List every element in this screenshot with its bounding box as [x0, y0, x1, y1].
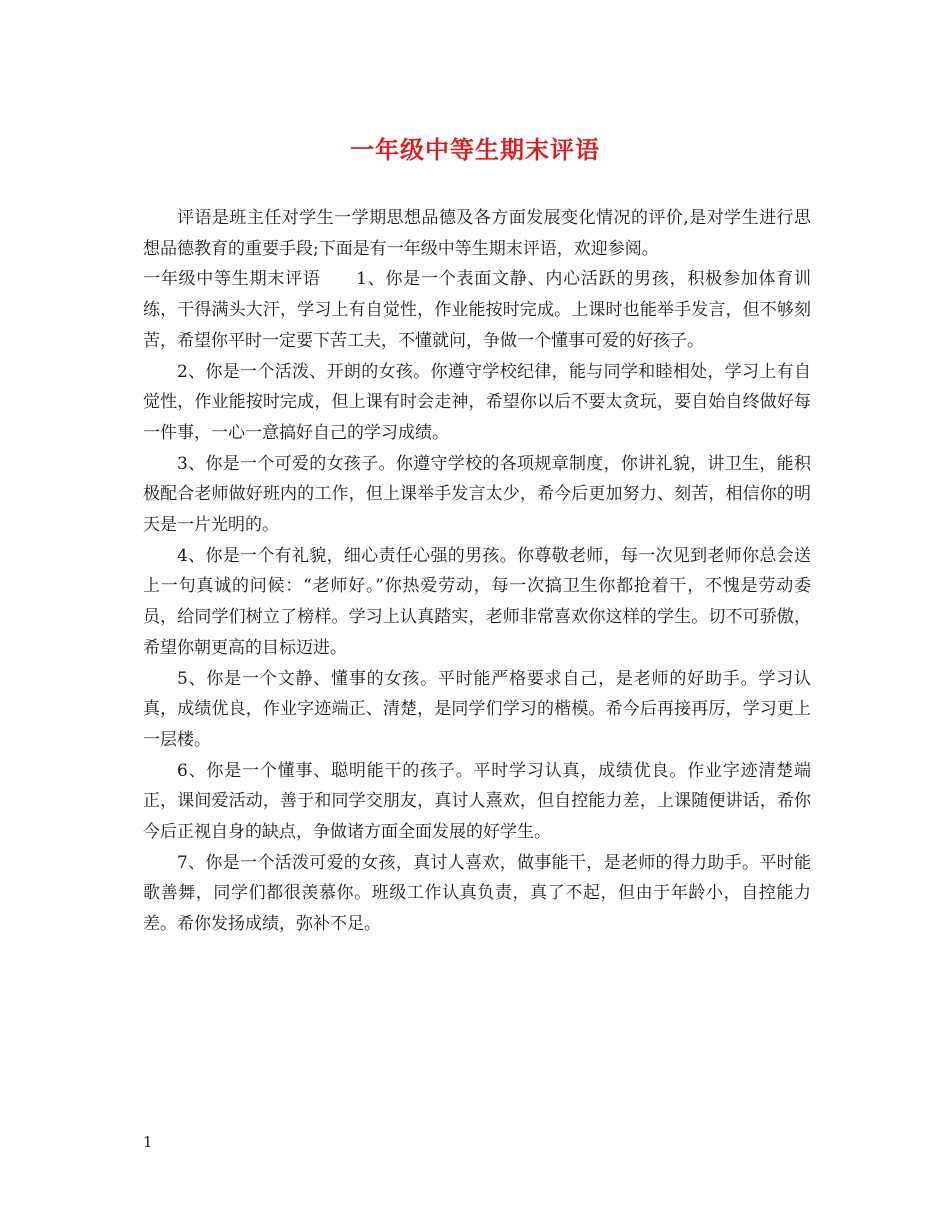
document-body — [143, 203, 811, 940]
comment-paragraph-4: 4、你是一个有礼貌，细心责任心强的男孩。你尊敬老师，每一次见到老师你总会送上一句真诚的问候：“老师好。”你热爱劳动，每一次搞卫生你都抢着干，不愧是劳动委员，给同学们树立了榜样。学习上认真踏实，老师非常喜欢你这样的学生。切不可骄傲，希望你朝更高的目标迈进。 — [143, 545, 811, 658]
comment-paragraph-5: 5、你是一个文静、懂事的女孩。平时能严格要求自己，是老师的好助手。学习认真，成绩优良，作业字迹端正、清楚，是同学们学习的楷模。希今后再接再厉，学习更上一层楼。 — [143, 668, 811, 750]
comment-paragraph-2: 2、你是一个活泼、开朗的女孩。你遵守学校纪律，能与同学和睦相处，学习上有自觉性，作业能按时完成，但上课有时会走神，希望你以后不要太贪玩，要自始自终做好每一件事，一心一意搞好自己的学习成绩。 — [143, 361, 811, 443]
comment-paragraph-3: 3、你是一个可爱的女孩子。你遵守学校的各项规章制度，你讲礼貌，讲卫生，能积极配合老师做好班内的工作，但上课举手发言太少，希今后更加努力、刻苦，相信你的明天是一片光明的。 — [143, 453, 811, 536]
comment-paragraph-6: 6、你是一个懂事、聪明能干的孩子。平时学习认真，成绩优良。作业字迹清楚端正，课间爱活动，善于和同学交朋友，真讨人熹欢，但自控能力差，上课随便讲话，希你今后正视自身的缺点，争做诸方面全面发展的好学生。 — [143, 760, 811, 843]
document-title: 一年级中等生期末评语 — [350, 135, 600, 164]
page-number: 1 — [143, 1133, 153, 1151]
comment-paragraph-1: 一年级中等生期末评语 1、你是一个表面文静、内心活跃的男孩，积极参加体育训练，干得满头大汗，学习上有自觉性，作业能按时完成。上课时也能举手发言，但不够刻苦，希望你平时一定要下苦工夫，不懂就问，争做一个懂事可爱的好孩子。 — [143, 269, 811, 351]
comment-paragraph-7: 7、你是一个活泼可爱的女孩，真讨人喜欢，做事能干，是老师的得力助手。平时能歌善舞，同学们都很羡慕你。班级工作认真负责，真了不起，但由于年龄小，自控能力差。希你发扬成绩，弥补不足。 — [143, 852, 811, 935]
intro-paragraph: 评语是班主任对学生一学期思想品德及各方面发展变化情况的评价,是对学生进行思想品德教育的重要手段;下面是有一年级中等生期末评语，欢迎参阅。 — [143, 208, 811, 259]
